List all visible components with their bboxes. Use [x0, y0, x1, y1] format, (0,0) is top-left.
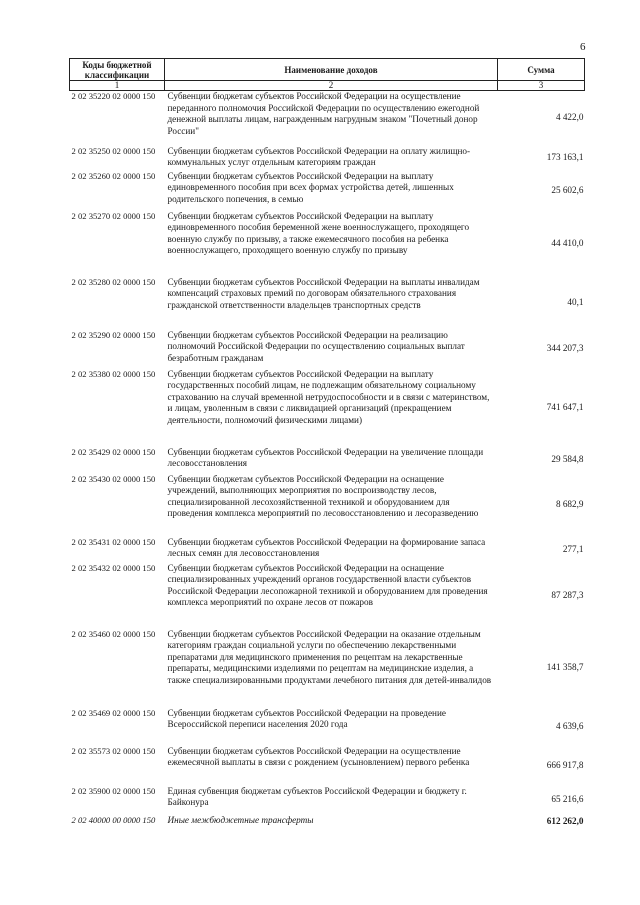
row-amount: 44 410,0: [551, 237, 584, 248]
row-amount: 4 422,0: [555, 112, 584, 123]
row-amount: 741 647,1: [546, 401, 584, 412]
row-name: Субвенции бюджетам субъектов Российской Федерации на реализацию полномочий Российской Федерации по осуществлению социальных выплат безработным гражданам: [167, 329, 465, 363]
total-amount: 612 262,0: [546, 815, 584, 826]
row-amount: 29 584,8: [551, 454, 584, 465]
row-name: Субвенции бюджетам субъектов Российской Федерации на увеличение площади лесовосстановления: [167, 446, 484, 469]
total-name: Иные межбюджетные трансферты: [167, 814, 314, 825]
row-code: 2 02 35270 02 0000 150: [71, 210, 156, 221]
row-amount: 173 163,1: [546, 152, 584, 163]
table-row: [70, 277, 585, 330]
row-name: Единая субвенция бюджетам субъектов Российской Федерации и бюджету г. Байконура: [167, 785, 467, 808]
colnum-3: 3: [498, 81, 585, 91]
table-row: [70, 786, 585, 815]
row-amount: 40,1: [567, 297, 584, 308]
row-code: 2 02 35460 02 0000 150: [71, 628, 156, 639]
colnum-2: 2: [165, 81, 498, 91]
row-code: 2 02 35431 02 0000 150: [71, 536, 156, 547]
row-amount: 87 287,3: [551, 589, 584, 600]
row-name: Субвенции бюджетам субъектов Российской Федерации на оказание отдельным категориям граждан социальной услуги по обеспечению лекарственными препаратами для медицинского применения по рецептам на лекарственные препараты, медицинскими изделиями по рецептам на медицинские изделия, а также специализированными продуктами лечебного питания для детей-инвалидов: [167, 628, 492, 685]
table-row: [70, 171, 585, 211]
budget-table: [69, 58, 585, 829]
row-code: 2 02 35290 02 0000 150: [71, 329, 156, 340]
row-name: Субвенции бюджетам субъектов Российской Федерации на выплату единовременного пособия беременной жене военнослужащего, проходящего военную службу по призыву, а также ежемесячного пособия на ребенка военнослужащего, проходящего военную службу по призыву: [167, 210, 470, 256]
row-name: Субвенции бюджетам субъектов Российской Федерации на оснащение специализированных учреждений органов государственной власти субъектов Российской Федерации лесопожарной техникой и оборудованием для проведения комплекса мероприятий по охране лесов от пожаров: [167, 562, 488, 608]
table-row: [70, 330, 585, 369]
row-name: Субвенции бюджетам субъектов Российской Федерации на выплату государственных пособий лицам, не подлежащим обязательному социальному страхованию на случай временной нетрудоспособности и в связи с материнством, и лицам, уволенным в связи с ликвидацией организаций (прекращением деятельности, полномочий физическими лицами): [167, 368, 490, 425]
row-amount: 666 917,8: [546, 759, 584, 770]
row-name: Субвенции бюджетам субъектов Российской Федерации на выплаты инвалидам компенсаций страховых премий по договорам обязательного страхования гражданской ответственности владельцев транспортных средств: [167, 276, 480, 310]
table-row: [70, 708, 585, 746]
row-name: Субвенции бюджетам субъектов Российской Федерации на формирование запаса лесных семян для лесовосстановления: [167, 536, 486, 559]
row-name: Субвенции бюджетам субъектов Российской Федерации на оснащение учреждений, выполняющих мероприятия по воспроизводству лесов, специализированной лесохозяйственной техникой и оборудованием для проведения комплекса мероприятий по лесовосстановлению и лесоразведению: [167, 473, 479, 519]
row-code: 2 02 35432 02 0000 150: [71, 562, 156, 573]
row-code: 2 02 35260 02 0000 150: [71, 170, 156, 181]
row-name: Субвенции бюджетам субъектов Российской Федерации на осуществление переданного полномочия Российской Федерации по осуществлению ежегодной денежной выплаты лицам, награжденным нагрудным знаком "Почетный донор России": [167, 91, 480, 136]
header-codes: Коды бюджетной классификации: [70, 59, 165, 81]
colnum-1: 1: [70, 81, 165, 91]
row-amount: 65 216,6: [551, 794, 584, 805]
row-code: 2 02 35469 02 0000 150: [71, 707, 156, 718]
header-sum: Сумма: [498, 59, 585, 81]
total-code: 2 02 40000 00 0000 150: [71, 814, 156, 825]
table-row: [70, 447, 585, 474]
row-amount: 4 639,6: [555, 720, 584, 731]
row-code: 2 02 35900 02 0000 150: [71, 785, 156, 796]
table-row: [70, 369, 585, 447]
total-row: [70, 815, 585, 829]
row-code: 2 02 35573 02 0000 150: [71, 745, 156, 756]
table-row: [70, 211, 585, 277]
row-name: Субвенции бюджетам субъектов Российской Федерации на проведение Всероссийской переписи населения 2020 года: [167, 707, 446, 730]
row-amount: 8 682,9: [555, 499, 584, 510]
table-row: [70, 146, 585, 171]
row-code: 2 02 35250 02 0000 150: [71, 145, 156, 156]
row-amount: 25 602,6: [551, 184, 584, 195]
row-code: 2 02 35220 02 0000 150: [71, 91, 156, 101]
table-row: [70, 537, 585, 563]
row-code: 2 02 35429 02 0000 150: [71, 446, 156, 457]
row-name: Субвенции бюджетам субъектов Российской Федерации на выплату единовременного пособия при всех формах устройства детей, лишенных родительского попечения, в семью: [167, 170, 454, 204]
table-row: [70, 563, 585, 629]
table-row: [70, 474, 585, 537]
row-code: 2 02 35430 02 0000 150: [71, 473, 156, 484]
header-name: Наименование доходов: [165, 59, 498, 81]
page-number: 6: [580, 41, 586, 53]
row-amount: 277,1: [562, 543, 584, 554]
row-amount: 141 358,7: [546, 662, 584, 673]
row-name: Субвенции бюджетам субъектов Российской Федерации на оплату жилищно-коммунальных услуг отдельным категориям граждан: [167, 145, 471, 168]
row-name: Субвенции бюджетам субъектов Российской Федерации на осуществление ежемесячной выплаты в связи с рождением (усыновлением) первого ребенка: [167, 745, 470, 768]
table-row: [70, 629, 585, 708]
row-amount: 344 207,3: [546, 343, 584, 354]
row-code: 2 02 35280 02 0000 150: [71, 276, 156, 287]
row-code: 2 02 35380 02 0000 150: [71, 368, 156, 379]
table-row: [70, 91, 585, 146]
table-row: [70, 746, 585, 786]
